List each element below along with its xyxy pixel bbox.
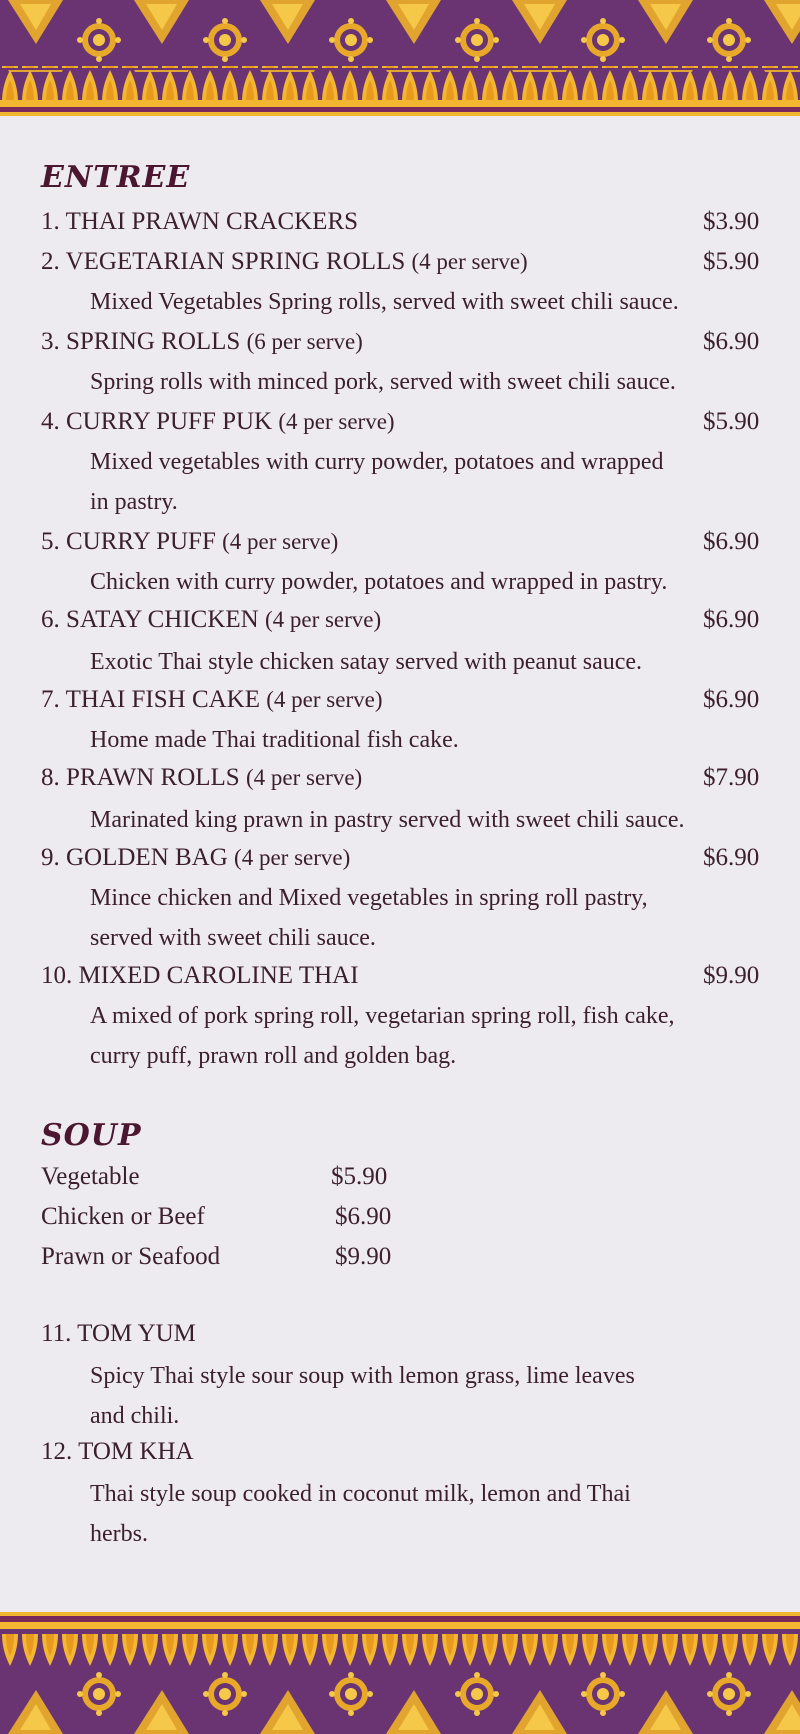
item-number: 7. [41, 686, 60, 713]
menu-item [41, 526, 766, 558]
item-description [90, 996, 780, 1076]
soup-option-price: $6.90 [335, 1203, 392, 1230]
menu-item [41, 684, 766, 716]
item-serve-size: (6 per serve) [246, 329, 363, 354]
description-line: curry puff, prawn roll and golden bag. [90, 1043, 457, 1069]
item-name: VEGETARIAN SPRING ROLLS [65, 248, 406, 275]
description-line: Thai style soup cooked in coconut milk, lemon and Thai [90, 1481, 631, 1507]
menu-item [41, 206, 766, 238]
item-serve-size: (4 per serve) [266, 687, 383, 712]
soup-option-label: Vegetable [41, 1163, 140, 1190]
description-line: Mince chicken and Mixed vegetables in spring roll pastry, [90, 885, 648, 911]
item-description [90, 362, 780, 402]
description-line: in pastry. [90, 489, 178, 515]
item-number: 2. [41, 248, 60, 275]
item-name: THAI PRAWN CRACKERS [65, 208, 359, 235]
item-number: 8. [41, 764, 60, 791]
menu-item [41, 960, 766, 992]
item-number: 12. [41, 1438, 73, 1465]
description-line: served with sweet chili sauce. [90, 925, 376, 951]
item-description [90, 1474, 780, 1554]
menu-item [41, 406, 766, 438]
item-price: $6.90 [703, 528, 760, 555]
item-number: 11. [41, 1320, 72, 1347]
item-price: $3.90 [703, 208, 760, 235]
item-name: MIXED CAROLINE THAI [78, 962, 359, 989]
description-line: Chicken with curry powder, potatoes and wrapped in pastry. [90, 569, 668, 595]
item-number: 6. [41, 606, 60, 633]
soup-price-row [41, 1201, 392, 1233]
description-line: and chili. [90, 1403, 180, 1429]
description-line: Marinated king prawn in pastry served with sweet chili sauce. [90, 807, 685, 833]
item-price: $5.90 [703, 248, 760, 275]
description-line: Mixed Vegetables Spring rolls, served with sweet chili sauce. [90, 289, 679, 315]
soup-heading: SOUP [41, 1118, 142, 1153]
menu-item [41, 762, 766, 794]
item-name: CURRY PUFF [66, 528, 216, 555]
item-serve-size: (4 per serve) [222, 529, 339, 554]
item-serve-size: (4 per serve) [278, 409, 395, 434]
description-line: Spicy Thai style sour soup with lemon grass, lime leaves [90, 1363, 635, 1389]
soup-option-price: $5.90 [331, 1163, 388, 1190]
entree-heading: ENTREE [41, 160, 191, 195]
item-description [90, 642, 780, 682]
description-line: Spring rolls with minced pork, served with sweet chili sauce. [90, 369, 676, 395]
item-number: 4. [41, 408, 60, 435]
menu-item [41, 326, 766, 358]
item-serve-size: (4 per serve) [234, 845, 351, 870]
soup-price-row [41, 1161, 388, 1193]
menu-item [41, 1318, 766, 1350]
item-name: THAI FISH CAKE [65, 686, 261, 713]
menu-item [41, 604, 766, 636]
item-name: SATAY CHICKEN [66, 606, 259, 633]
item-price: $6.90 [703, 328, 760, 355]
item-name: GOLDEN BAG [66, 844, 228, 871]
item-price: $6.90 [703, 686, 760, 713]
description-line: Exotic Thai style chicken satay served with peanut sauce. [90, 649, 643, 675]
item-description [90, 1356, 780, 1436]
item-serve-size: (4 per serve) [245, 765, 363, 790]
item-price: $6.90 [703, 844, 760, 871]
item-name: TOM YUM [77, 1320, 196, 1347]
item-number: 1. [41, 208, 60, 235]
item-description [90, 720, 780, 760]
soup-option-label: Prawn or Seafood [41, 1243, 221, 1270]
soup-price-row [41, 1241, 392, 1273]
soup-option-label: Chicken or Beef [41, 1203, 205, 1230]
item-description [90, 562, 780, 602]
soup-option-price: $9.90 [335, 1243, 392, 1270]
item-name: PRAWN ROLLS [66, 764, 240, 791]
item-serve-size: (4 per serve) [264, 607, 382, 632]
description-line: Mixed vegetables with curry powder, potatoes and wrapped [90, 449, 664, 475]
item-name: SPRING ROLLS [66, 328, 241, 355]
item-price: $5.90 [703, 408, 760, 435]
description-line: herbs. [90, 1521, 148, 1547]
item-name: CURRY PUFF PUK [66, 408, 273, 435]
description-line: A mixed of pork spring roll, vegetarian spring roll, fish cake, [90, 1003, 675, 1029]
menu-item [41, 246, 766, 278]
item-price: $7.90 [703, 764, 760, 791]
item-description [90, 282, 780, 322]
menu-item [41, 1436, 766, 1468]
item-name: TOM KHA [78, 1438, 194, 1465]
menu-item [41, 842, 766, 874]
item-price: $9.90 [703, 962, 760, 989]
item-description [90, 442, 780, 522]
item-description [90, 800, 780, 840]
description-line: Home made Thai traditional fish cake. [90, 727, 459, 753]
item-number: 9. [41, 844, 60, 871]
item-description [90, 878, 780, 958]
item-price: $6.90 [703, 606, 760, 633]
item-serve-size: (4 per serve) [411, 249, 528, 274]
item-number: 5. [41, 528, 60, 555]
item-number: 3. [41, 328, 60, 355]
item-number: 10. [41, 962, 73, 989]
